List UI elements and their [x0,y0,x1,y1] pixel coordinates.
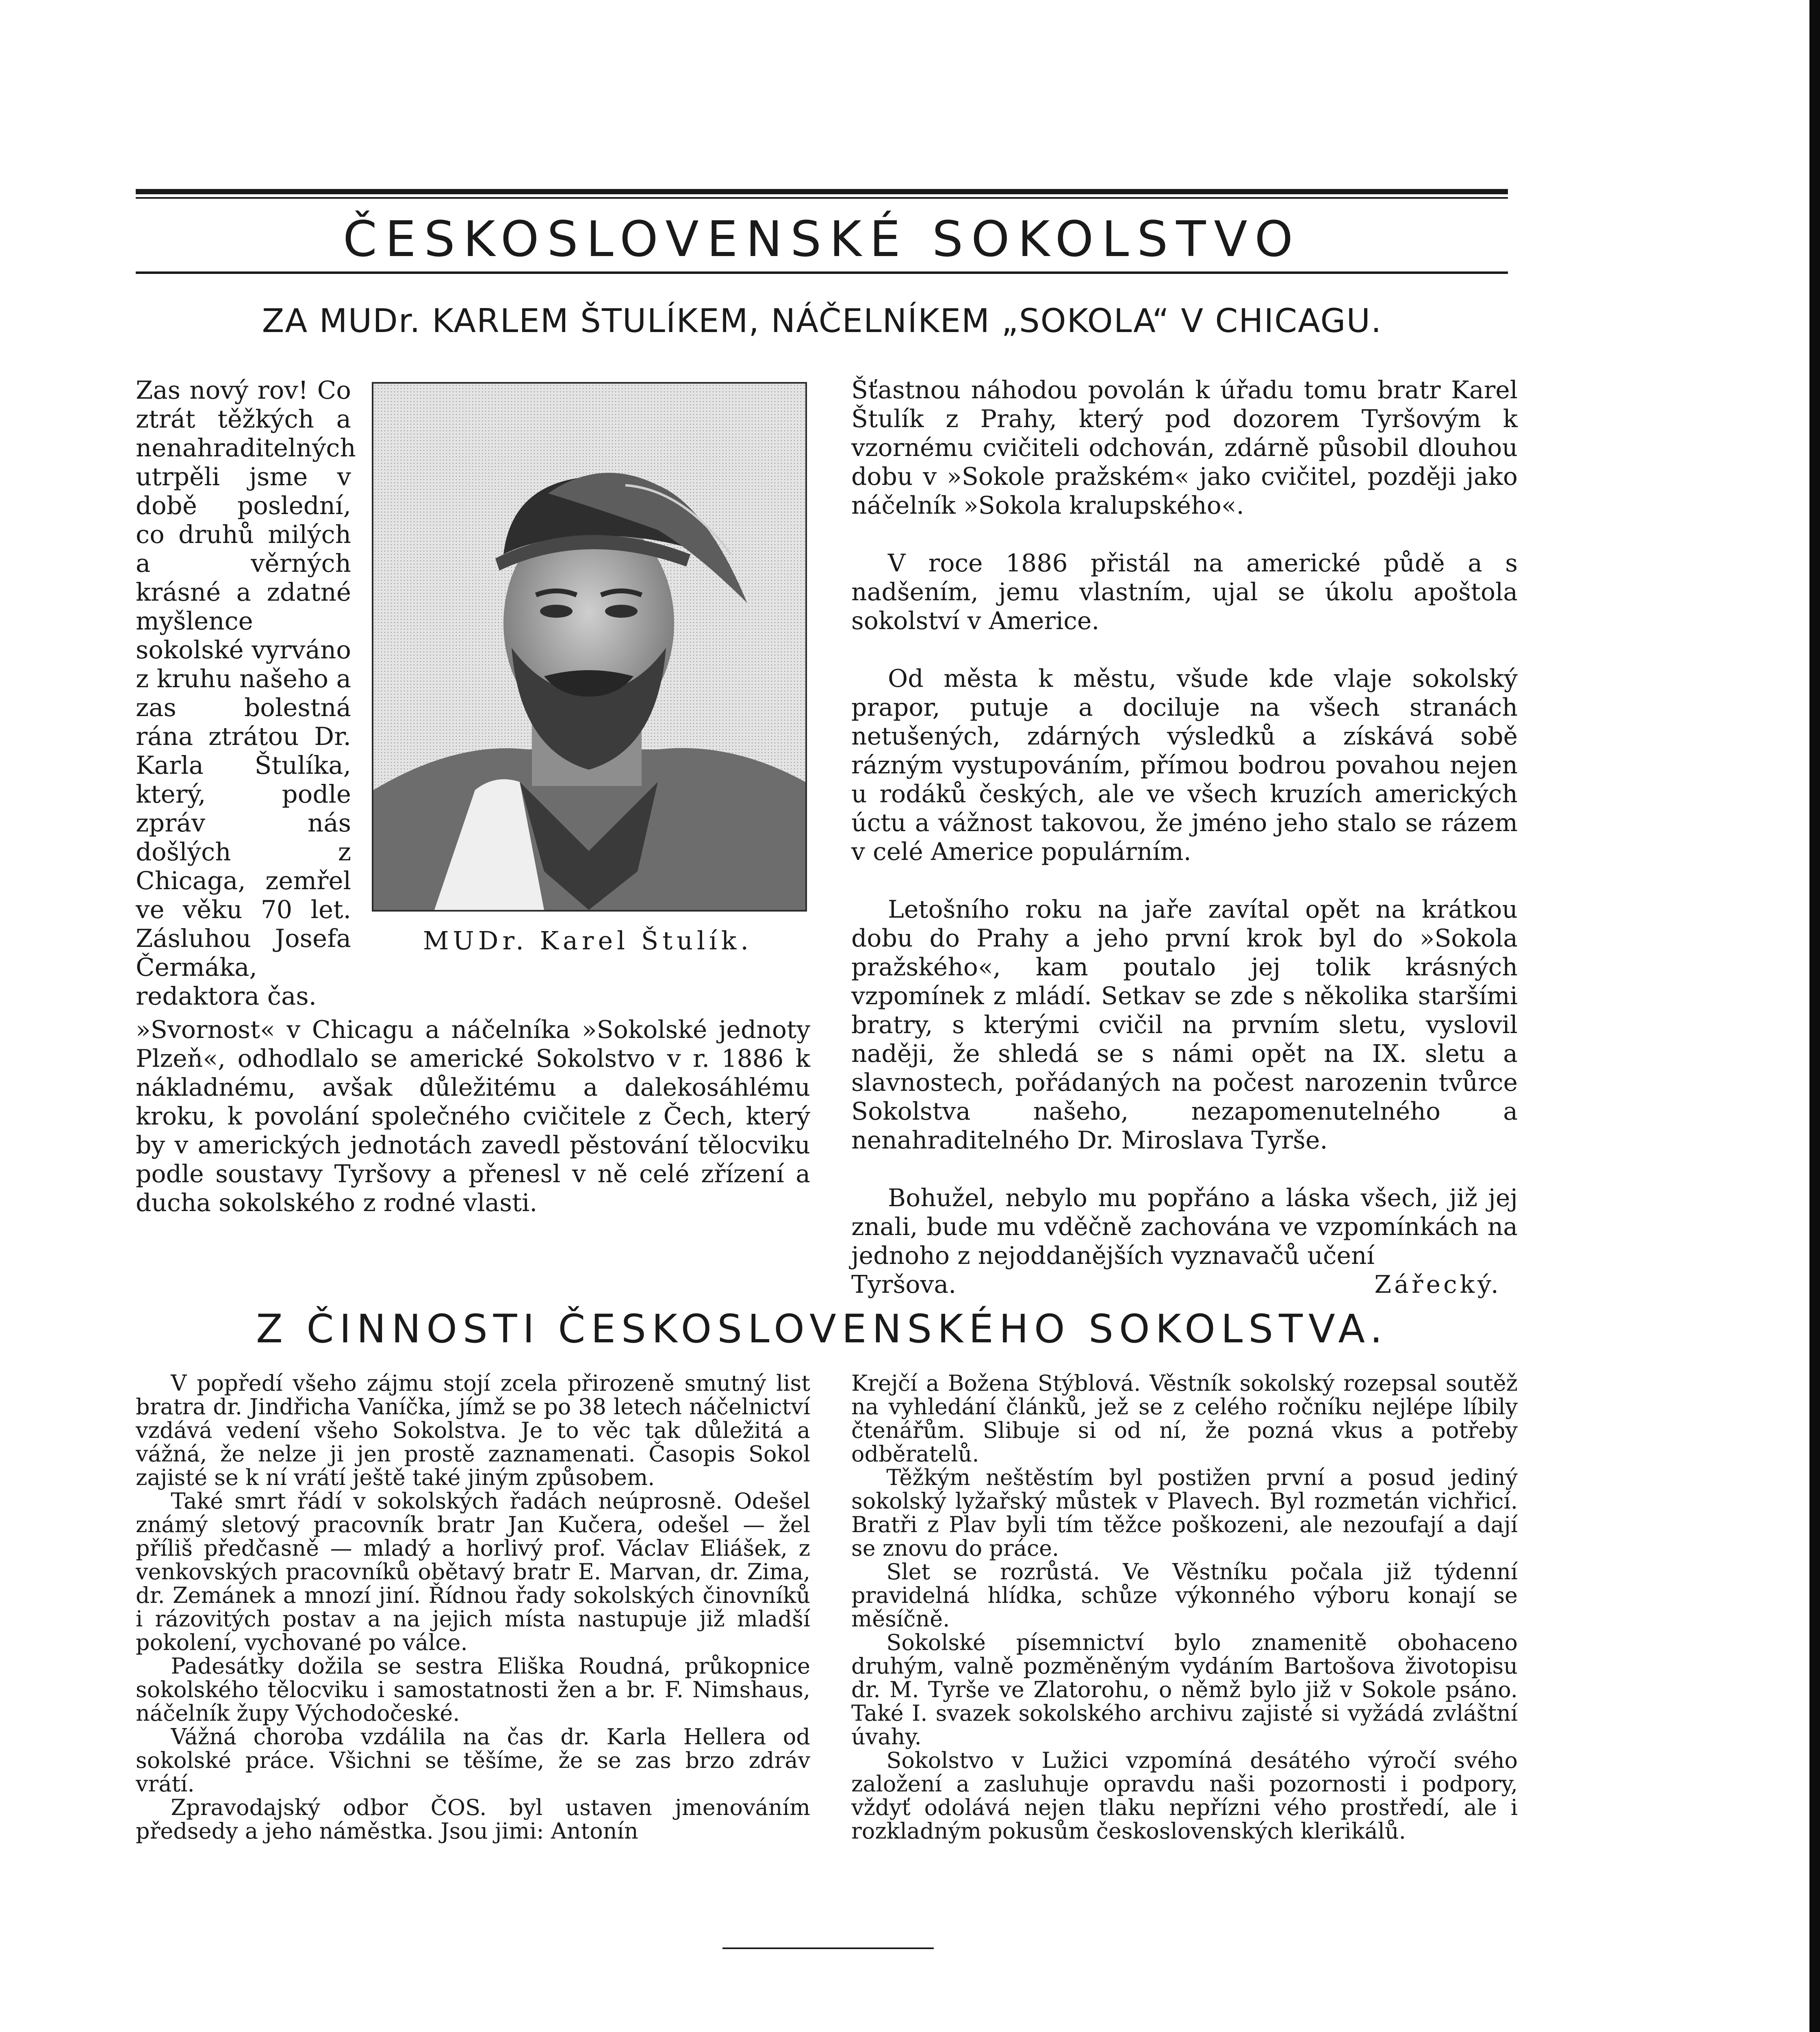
scan-border-right [1809,0,1820,2032]
activity-paragraph: Krejčí a Božena Stýblová. Věstník sokolský rozepsal soutěž na vyhledání článků, jež se z celého ročníku nejlépe líbily čtenářům. Slibuje si od ní, že pozná vkus a potřeby odběratelů. [851,1370,1518,1467]
header-rule-top-thin [136,197,1508,199]
portrait-photo [372,382,807,912]
page-title: ČESKOSLOVENSKÉ SOKOLSTVO [343,211,1301,268]
activity-right-column [851,1372,1518,1843]
activity-paragraph: Sokolské písemnictví bylo znamenitě obohaceno druhým, valně pozměněným vydáním Bartošova životopisu dr. M. Tyrše ve Zlatorohu, o němž bylo již v Sokole psáno. Také I. svazek sokolského archivu zajisté si vyžádá zvláštní úvahy. [851,1630,1518,1750]
closing-line [851,1270,1518,1299]
activity-paragraph: Zpravodajský odbor ČOS. byl ustaven jmenováním předsedy a jeho náměstka. Jsou jimi: Antonín [136,1795,810,1844]
end-divider [722,1947,934,1949]
article-closing-paragraph: Bohužel, nebylo mu popřáno a láska všech, již jej znali, bude mu vděčně zachována ve vzpomínkách na jednoho z nejoddanějších vyznavačů učení [851,1184,1518,1270]
header-rule-top-thick [136,189,1508,194]
article-paragraph: Letošního roku na jaře zavítal opět na krátkou dobu do Prahy a jeho první krok byl do »Sokola pražského«, kam poutalo jej tolik krásných vzpomínek z mládí. Setkav se zde s několika staršími bratry, s kterými cvičil na prvním sletu, vyslovil naději, že shledá se s námi opět na IX. sletu a slavnostech, pořádaných na počest narozenin tvůrce Sokolstva našeho, nezapomenutelného a nenahraditelného Dr. Miroslava Tyrše. [851,895,1518,1155]
article-paragraph: Šťastnou náhodou povolán k úřadu tomu bratr Karel Štulík z Prahy, který pod dozorem Tyršovým k vzornému cvičiteli odchován, zdárně působil dlouhou dobu v »Sokole pražském« jako cvičitel, později jako náčelník »Sokola kralupského«. [851,376,1518,520]
activity-paragraph: V popředí všeho zájmu stojí zcela přirozeně smutný list bratra dr. Jindřicha Vaníčka, jímž se po 38 letech náčelnictví vzdává vedení všeho Sokolstva. Je to věc tak důležitá a vážná, že nelze ji jen prostě zaznamenati. Časopis Sokol zajisté se k ní vrátí ještě také jiným způsobem. [136,1370,810,1490]
author-signature: Zářecký. [1374,1270,1501,1299]
closing-last-word: Tyršova. [851,1270,957,1299]
header-rule-bottom [136,271,1508,274]
activity-paragraph: Také smrt řádí v sokolských řadách neúprosně. Odešel známý sletový pracovník bratr Jan Kučera, odešel — žel příliš předčasně — mladý a horlivý prof. Václav Eliášek, z venkovských pracovníků obětavý bratr E. Marvan, dr. Zima, dr. Zemánek a mnozí jiní. Řídnou řady sokolských činovníků i rázovitých postav a na jejich místa nastupuje již mladší pokolení, vychované po válce. [136,1488,810,1655]
article-title: ZA MUDr. KARLEM ŠTULÍKEM, NÁČELNÍKEM „SOKOLA“ V CHICAGU. [262,302,1382,340]
activity-paragraph: Vážná choroba vzdálila na čas dr. Karla Hellera od sokolské práce. Všichni se těšíme, že se zas brzo zdráv vrátí. [136,1724,810,1797]
article-right-column [851,376,1518,1299]
activity-paragraph: Sokolstvo v Lužici vzpomíná desátého výročí svého založení a zasluhuje opravdu naši pozornosti i podpory, vždyť odolává nejen tlaku nepřízni vého prostředí, ale i rozkladným pokusům československých klerikálů. [851,1748,1518,1844]
article-intro-wide: »Svornost« v Chicagu a náčelníka »Sokolské jednoty Plzeň«, odhodlalo se americké Sokolstvo v r. 1886 k nákladnému, avšak důležitému a dalekosáhlému kroku, k povolání společného cvičitele z Čech, který by v amerických jednotách zavedl pěstování tělocviku podle soustavy Tyršovy a přenesl v ně celé zřízení a ducha sokolského z rodné vlasti. [136,1016,810,1217]
article-intro-narrow: Zas nový rov! Co ztrát těžkých a nenahraditelných utrpěli jsme v době poslední, co druhů milých a věrných krásné a zdatné myšlence sokolské vyrváno z kruhu našeho a zas bolestná rána ztrátou Dr. Karla Štulíka, který, podle zpráv nás došlých z Chicaga, zemřel ve věku 70 let. Zásluhou Josefa Čermáka, redaktora čas. [136,376,356,1011]
article-paragraph: Od města k městu, všude kde vlaje sokolský prapor, putuje a dociluje na všech stranách netušených, zdárných výsledků a získává sobě rázným vystupováním, přímou bodrou povahou nejen u rodáků českých, ale ve všech kruzích amerických úctu a vážnost takovou, že jméno jeho stalo se rázem v celé Americe populárním. [851,664,1518,866]
photo-caption: MUDr. Karel Štulík. [423,926,753,955]
activity-paragraph: Těžkým neštěstím byl postižen první a posud jediný sokolský lyžařský můstek v Plavech. Byl rozmetán vichřicí. Bratři z Plav byli tím těžce poškozeni, ale nezoufají a dají se znovu do práce. [851,1465,1518,1561]
activity-paragraph: Slet se rozrůstá. Ve Věstníku počala již týdenní pravidelná hlídka, schůze výkonného výboru konají se měsíčně. [851,1559,1518,1632]
portrait-illustration [373,384,805,910]
section-title: Z ČINNOSTI ČESKOSLOVENSKÉHO SOKOLSTVA. [256,1306,1388,1352]
activity-paragraph: Padesátky dožila se sestra Eliška Roudná, průkopnice sokolského tělocviku i samostatnosti žen a br. F. Nimshaus, náčelník župy Východočeské. [136,1653,810,1726]
article-paragraph: V roce 1886 přistál na americké půdě a s nadšením, jemu vlastním, ujal se úkolu apoštola sokolství v Americe. [851,549,1518,635]
activity-left-column [136,1372,810,1843]
